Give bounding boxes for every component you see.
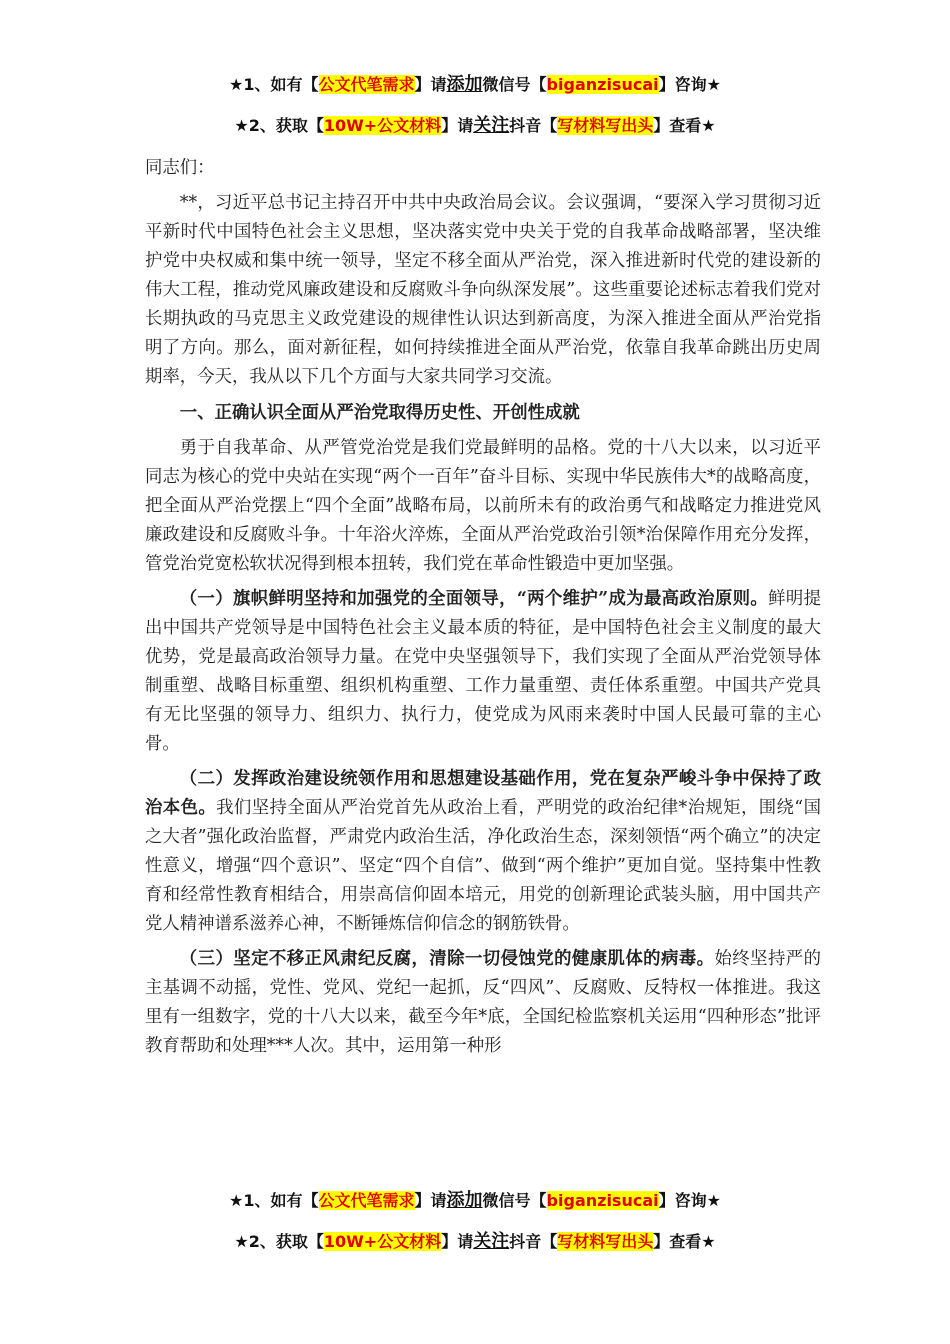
promo-text: 】咨询★ (658, 75, 721, 94)
point-2-paragraph (145, 765, 821, 939)
promo-text: ★1、如有【 (229, 75, 319, 94)
point-3-body: 始终坚持严的主基调不动摇，党性、党风、党纪一起抓，反“四风”、反腐败、反特权一体推进。我这里有一组数字，党的十八大以来，截至今年*底，全国纪检监察机关运用“四种形态”批评教育帮助和处理***人次。其中，运用第一种形 (145, 949, 821, 1056)
promo-text: 】查看★ (653, 116, 716, 135)
document-body (145, 154, 821, 1061)
promo-emphasis: 关注 (473, 1231, 510, 1252)
promo-emphasis: 添加 (446, 74, 483, 95)
promo-highlight: 10W+公文材料 (323, 116, 442, 135)
section-paragraph: 勇于自我革命、从严管党治党是我们党最鲜明的品格。党的十八大以来，以习近平同志为核心的党中央站在实现“两个一百年”奋斗目标、实现中华民族伟大*的战略高度，把全面从严治党摆上“四个全面”战略布局，以前所未有的政治勇气和战略定力推进党风廉政建设和反腐败斗争。十年浴火淬炼，全面从严治党政治引领*治保障作用充分发挥，管党治党宽松软状况得到根本扭转，我们党在革命性锻造中更加坚强。 (145, 438, 821, 574)
promo-text: ★2、获取【 (234, 116, 324, 135)
point-2-title: （二）发挥政治建设统领作用和思想建设基础作用，党在复杂严峻斗争中保持了政治本色。 (145, 769, 821, 818)
promo-banner-bottom-1 (0, 1186, 950, 1212)
promo-text: 】查看★ (653, 1232, 716, 1251)
promo-highlight: 公文代笔需求 (318, 75, 415, 94)
promo-highlight: 10W+公文材料 (323, 1232, 442, 1251)
promo-text: 微信号【 (482, 1191, 547, 1210)
promo-highlight-wechat-id: biganzisucai (546, 1191, 659, 1210)
promo-highlight-account: 写材料写出头 (557, 1232, 654, 1251)
promo-banner-top-1 (0, 70, 950, 96)
promo-text: 】请 (414, 1191, 447, 1210)
point-3-title: （三）坚定不移正风肃纪反腐，清除一切侵蚀党的健康肌体的病毒。 (179, 949, 715, 969)
promo-text: 】请 (441, 116, 474, 135)
intro-paragraph: **，习近平总书记主持召开中共中央政治局会议。会议强调，“要深入学习贯彻习近平新时代中国特色社会主义思想，坚决落实党中央关于党的自我革命战略部署，坚决维护党中央权威和集中统一领导，坚定不移全面从严治党，深入推进新时代党的建设新的伟大工程，推动党风廉政建设和反腐败斗争向纵深发展”。这些重要论述标志着我们党对长期执政的马克思主义政党建设的规律性认识达到新高度，为深入推进全面从严治党指明了方向。那么，面对新征程，如何持续推进全面从严治党，依靠自我革命跳出历史周期率，今天，我从以下几个方面与大家共同学习交流。 (145, 193, 821, 387)
promo-text: 微信号【 (482, 75, 547, 94)
promo-text: 】请 (414, 75, 447, 94)
promo-banner-bottom-2 (0, 1227, 950, 1253)
promo-highlight-account: 写材料写出头 (557, 116, 654, 135)
promo-text: 抖音【 (509, 1232, 558, 1251)
promo-highlight-wechat-id: biganzisucai (546, 75, 659, 94)
promo-emphasis: 关注 (473, 115, 510, 136)
promo-text: 】请 (441, 1232, 474, 1251)
promo-text: 抖音【 (509, 116, 558, 135)
section-heading: 一、正确认识全面从严治党取得历史性、开创性成就 (179, 403, 580, 423)
salutation: 同志们： (145, 158, 215, 178)
promo-emphasis: 添加 (446, 1190, 483, 1211)
promo-banner-top-2 (0, 111, 950, 137)
point-1-title: （一）旗帜鲜明坚持和加强党的全面领导，“两个维护”成为最高政治原则。 (179, 589, 769, 609)
promo-text: ★2、获取【 (234, 1232, 324, 1251)
promo-text: ★1、如有【 (229, 1191, 319, 1210)
point-1-body: 鲜明提出中国共产党领导是中国特色社会主义最本质的特征，是中国特色社会主义制度的最大优势，党是最高政治领导力量。在党中央坚强领导下，我们实现了全面从严治党领导体制重塑、战略目标重塑、组织机构重塑、工作力量重塑、责任体系重塑。中国共产党具有无比坚强的领导力、组织力、执行力，使党成为风雨来袭时中国人民最可靠的主心骨。 (145, 589, 821, 754)
promo-text: 】咨询★ (658, 1191, 721, 1210)
point-3-paragraph (145, 945, 821, 1061)
point-1-paragraph (145, 585, 821, 759)
point-2-body: 我们坚持全面从严治党首先从政治上看，严明党的政治纪律*治规矩，围绕“国之大者”强化政治监督，严肃党内政治生活，净化政治生态，深刻领悟“两个确立”的决定性意义，增强“四个意识”、坚定“四个自信”、做到“两个维护”更加自觉。坚持集中性教育和经常性教育相结合，用崇高信仰固本培元，用党的创新理论武装头脑，用中国共产党人精神谱系滋养心神，不断锤炼信仰信念的钢筋铁骨。 (145, 798, 821, 934)
promo-highlight: 公文代笔需求 (318, 1191, 415, 1210)
